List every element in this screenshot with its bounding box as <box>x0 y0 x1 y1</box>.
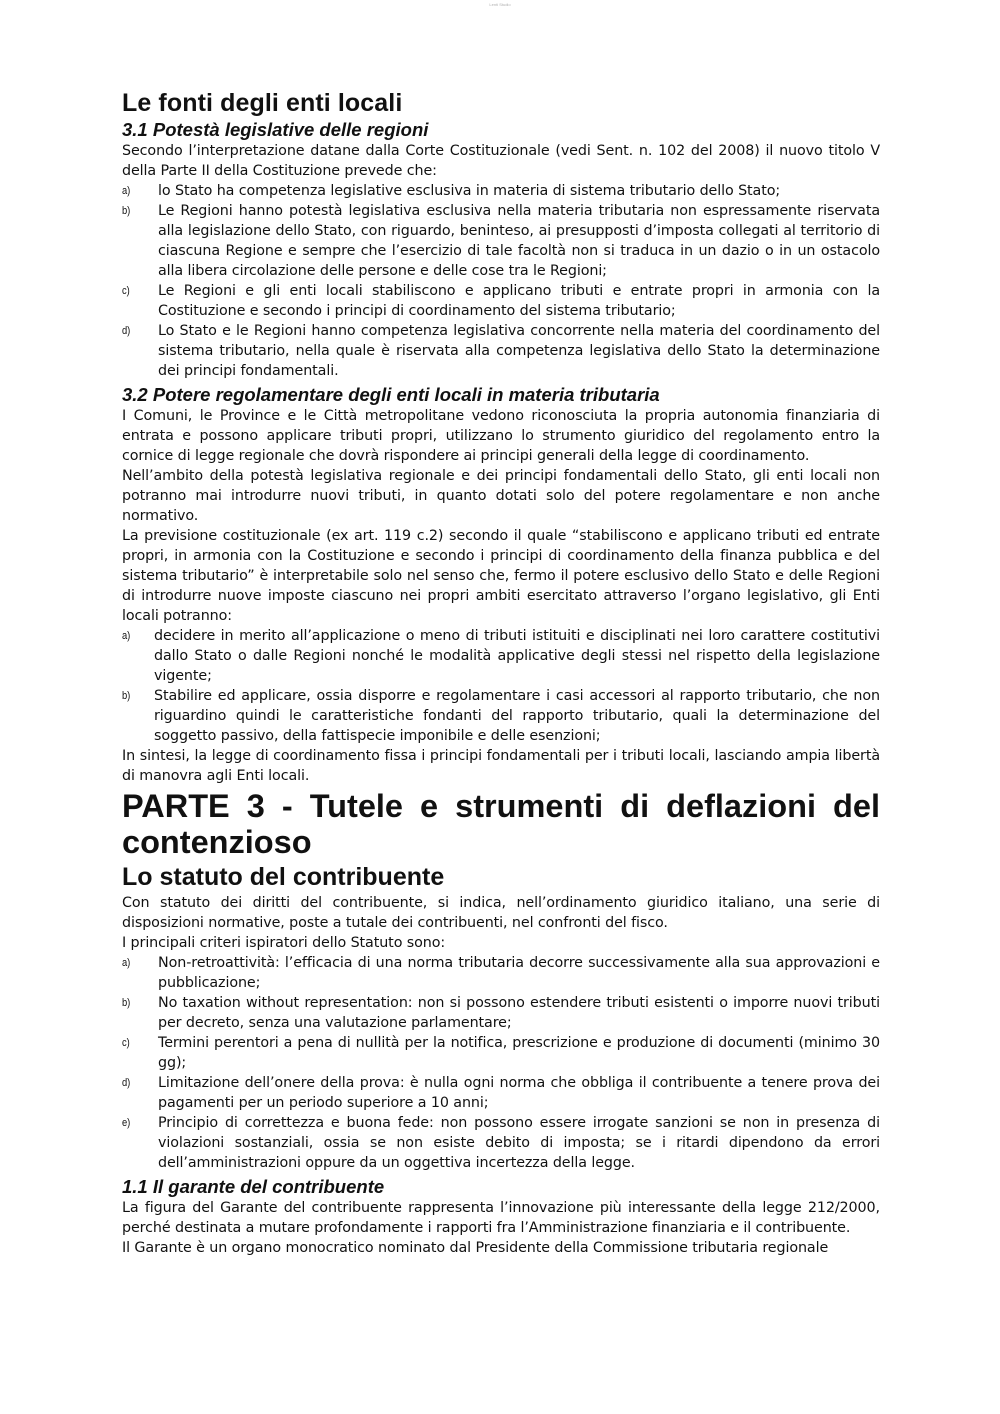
list-marker: e) <box>122 1117 131 1129</box>
statuto-list <box>122 953 880 1173</box>
list-item <box>122 953 880 993</box>
list-item <box>122 201 880 281</box>
list-item-text: lo Stato ha competenza legislative esclusiva in materia di sistema tributario dello Stato; <box>158 183 781 199</box>
page-running-header: Lenti Studio <box>489 2 511 7</box>
section-3-1-intro: Secondo l’interpretazione datane dalla Corte Costituzionale (vedi Sent. n. 102 del 2008) il nuovo titolo V della Parte II della Costituzione prevede che: <box>122 143 880 179</box>
list-marker: d) <box>122 325 131 337</box>
list-marker: a) <box>122 957 131 969</box>
list-marker: b) <box>122 205 131 217</box>
list-item-text: Stabilire ed applicare, ossia disporre e regolamentare i casi accessori al rapporto tributario, che non riguardino quindi le caratteristiche fondanti del rapporto tributario, quali la determinazione del soggetto passivo, della fattispecie imponibile e delle esenzioni; <box>154 688 880 744</box>
list-item <box>122 1113 880 1173</box>
list-item-text: decidere in merito all’applicazione o meno di tributi istituiti e disciplinati nei loro carattere costitutivi dallo Stato o dalle Regioni nonché le modalità applicative degli stessi nel rispetto della legislazione vigente; <box>154 628 880 684</box>
document-page <box>122 88 880 1258</box>
statuto-heading: Lo statuto del contribuente <box>122 863 445 891</box>
list-item <box>122 1073 880 1113</box>
section-3-2-list <box>122 626 880 746</box>
section-heading-3-1: 3.1 Potestà legislative delle regioni <box>122 119 429 140</box>
list-item <box>122 686 880 746</box>
section-3-2-paragraph-1: I Comuni, le Province e le Città metropolitane vedono riconosciuta la propria autonomia finanziaria di entrata e possono applicare tributi propri, utilizzano lo strumento giuridico del regolamento entro la cornice di legge regionale che dovrà rispondere ai principi generali della legge di coordinamento. <box>122 408 880 464</box>
section-3-2-paragraph-3: La previsione costituzionale (ex art. 119 c.2) secondo il quale “stabiliscono e applicano tributi ed entrate propri, in armonia con la Costituzione e secondo i principi di coordinamento della finanza pubblica e del sistema tributario” è interpretabile solo nel senso che, fermo il potere esclusivo dello Stato e delle Regioni di introdurre nuove imposte ciascuno nei propri ambiti esercitato attraverso l’organo legislativo, gli Enti locali potranno: <box>122 528 880 624</box>
list-marker: b) <box>122 690 131 702</box>
list-item-text: Le Regioni hanno potestà legislativa esclusiva nella materia tributaria non espressamente riservata alla legislazione dello Stato, con riguardo, beninteso, ai presupposti d’imposta collegati al territorio di ciascuna Regione e sempre che l’esercizio di tale facoltà non si traduca in un dazio o in un ostacolo alla libera circolazione delle persone e delle cose tra le Regioni; <box>158 203 880 279</box>
list-marker: c) <box>122 285 130 297</box>
list-marker: a) <box>122 185 131 197</box>
list-item-text: Limitazione dell’onere della prova: è nulla ogni norma che obbliga il contribuente a tenere prova dei pagamenti per un periodo superiore a 10 anni; <box>158 1075 880 1111</box>
list-marker: c) <box>122 1037 130 1049</box>
list-marker: a) <box>122 630 131 642</box>
list-item-text: Lo Stato e le Regioni hanno competenza legislativa concorrente nella materia del coordinamento del sistema tributario, nella quale è riservata alla competenza legislativa dello Stato la determinazione dei principi fondamentali. <box>158 323 880 379</box>
section-3-1-list <box>122 181 880 381</box>
statuto-paragraph-2: I principali criteri ispiratori dello Statuto sono: <box>122 935 446 951</box>
list-item <box>122 1033 880 1073</box>
part-heading: PARTE 3 - Tutele e strumenti di deflazioni del contenzioso <box>122 788 880 860</box>
list-item-text: Non-retroattività: l’efficacia di una norma tributaria decorre successivamente alla sua approvazioni e pubblicazione; <box>158 955 880 991</box>
chapter-title: Le fonti degli enti locali <box>122 89 403 117</box>
statuto-paragraph-1: Con statuto dei diritti del contribuente, si indica, nell’ordinamento giuridico italiano, una serie di disposizioni normative, poste a tutale dei contribuenti, nel confronti del fisco. <box>122 895 880 931</box>
list-item <box>122 181 880 201</box>
list-item <box>122 321 880 381</box>
list-item-text: Termini perentori a pena di nullità per la notifica, prescrizione e produzione di documenti (minimo 30 gg); <box>158 1035 880 1071</box>
section-3-2-paragraph-4: In sintesi, la legge di coordinamento fissa i principi fondamentali per i tributi locali, lasciando ampia libertà di manovra agli Enti locali. <box>122 748 880 784</box>
list-item <box>122 993 880 1033</box>
list-marker: d) <box>122 1077 131 1089</box>
list-item-text: No taxation without representation: non si possono estendere tributi esistenti o imporre nuovi tributi per decreto, senza una valutazione parlamentare; <box>158 995 880 1031</box>
list-item-text: Le Regioni e gli enti locali stabiliscono e applicano tributi e entrate propri in armonia con la Costituzione e secondo i principi di coordinamento del sistema tributario; <box>158 283 880 319</box>
section-3-2-paragraph-2: Nell’ambito della potestà legislativa regionale e dei principi fondamentali dello Stato, gli enti locali non potranno mai introdurre nuovi tributi, in quanto dotati solo del potere regolamentare e non anche normativo. <box>122 468 880 524</box>
section-1-1-paragraph-2: Il Garante è un organo monocratico nominato dal Presidente della Commissione tributaria regionale <box>122 1240 829 1256</box>
list-item <box>122 626 880 686</box>
list-marker: b) <box>122 997 131 1009</box>
section-heading-3-2: 3.2 Potere regolamentare degli enti locali in materia tributaria <box>122 384 660 405</box>
section-heading-1-1: 1.1 Il garante del contribuente <box>122 1176 385 1197</box>
list-item-text: Principio di correttezza e buona fede: non possono essere irrogate sanzioni se non in presenza di violazioni sostanziali, ossia se non esiste debito di imposta; se i ritardi dipendono da errori dell’amministrazioni oppure da un oggettiva incertezza della legge. <box>158 1115 880 1171</box>
section-1-1-paragraph-1: La figura del Garante del contribuente rappresenta l’innovazione più interessante della legge 212/2000, perché destinata a mutare profondamente i rapporti fra l’Amministrazione finanziaria e il contribuente. <box>122 1200 880 1236</box>
list-item <box>122 281 880 321</box>
